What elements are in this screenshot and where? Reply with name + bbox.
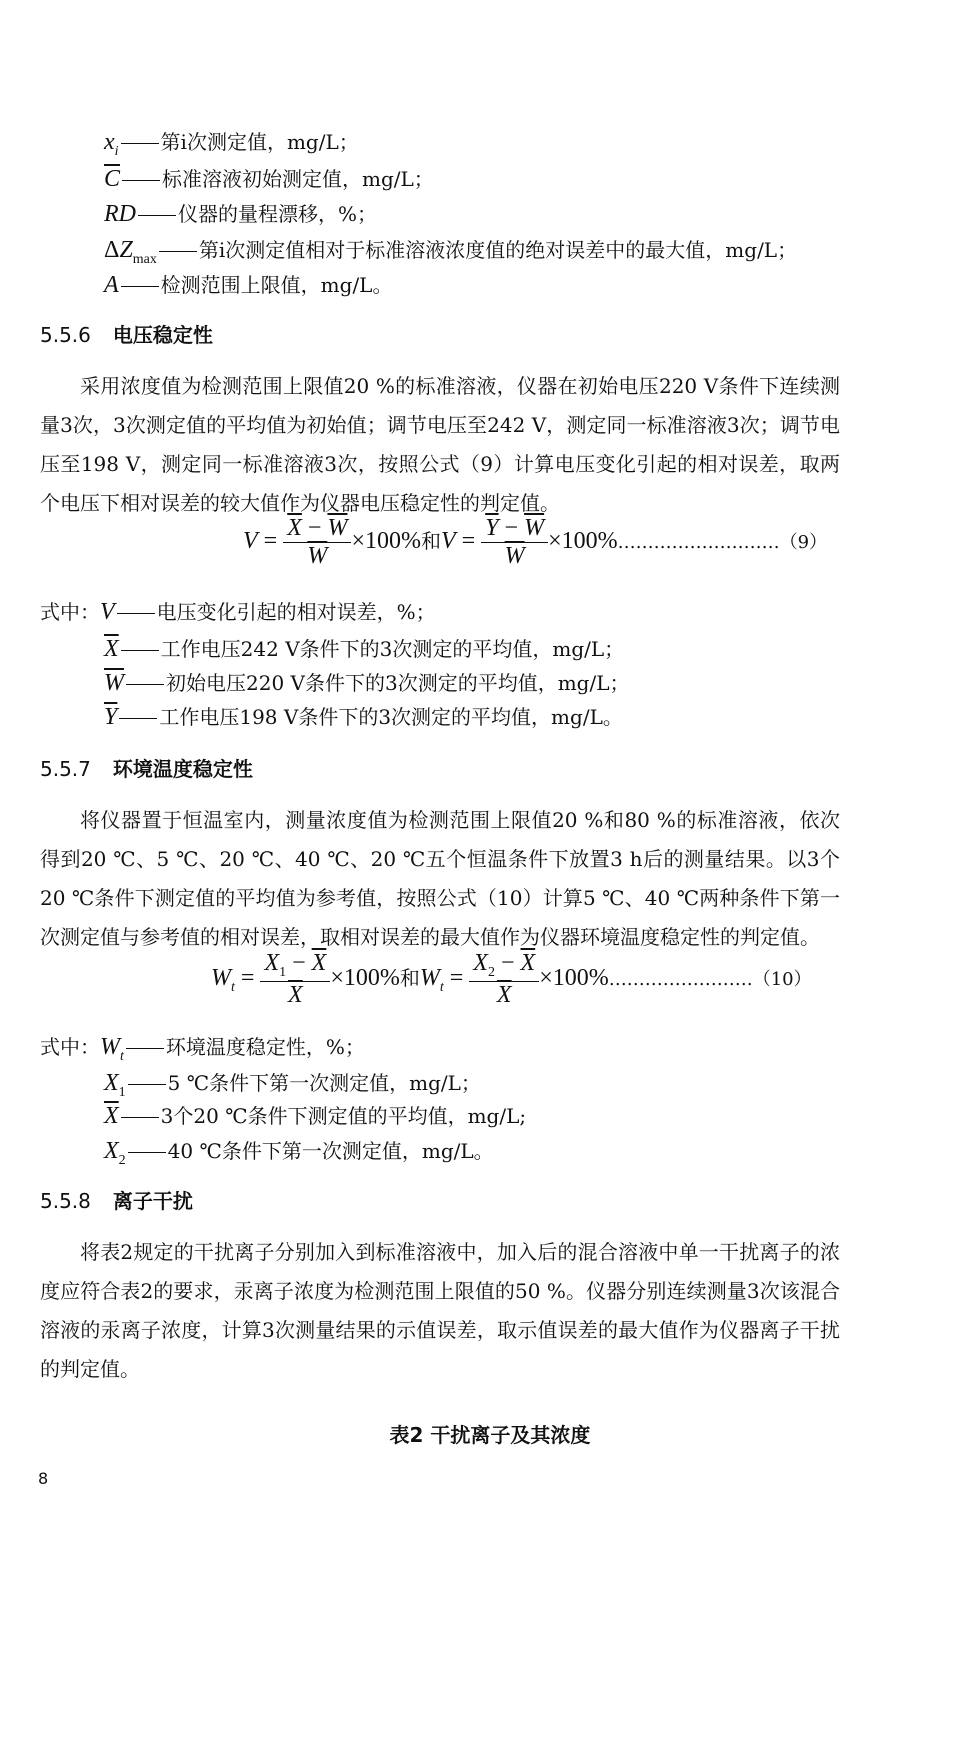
var-def-rd [104, 199, 377, 229]
var-def-xi [104, 127, 359, 167]
var-desc: 仪器的量程漂移，%； [178, 202, 378, 226]
where-v [40, 597, 436, 627]
em-dash [121, 286, 159, 287]
var-desc: 环境温度稳定性，%； [165, 1035, 365, 1059]
var-desc: 第i次测定值相对于标准溶液浓度值的绝对误差中的最大值，mg/L； [198, 238, 798, 262]
eq-dots: ……………………… [617, 532, 780, 554]
symbol-delta-zmax: $\Delta Z_{max}$ [104, 237, 157, 267]
symbol-x-bar: $\overline{X}$ [104, 1103, 119, 1129]
paragraph-558: 将表2规定的干扰离子分别加入到标准溶液中，加入后的混合溶液中单一干扰离子的浓度应符合表2的要求，汞离子浓度为检测范围上限值的50 %。仪器分别连续测量3次该混合溶液的汞离子浓度，计算3次测量结果的示值误差，取示值误差的最大值作为仪器离子干扰的判定值。 [40, 1240, 840, 1381]
symbol-w-bar: $\overline{W}$ [104, 670, 124, 696]
section-number: 5.5.7 [40, 757, 91, 781]
section-heading-558 [40, 1186, 193, 1216]
em-dash [138, 215, 176, 216]
where-label: 式中： [40, 1035, 100, 1059]
fraction: $\frac{X_2 - \overline{X}}{X}$ [469, 950, 539, 1009]
em-dash [126, 684, 164, 685]
var-desc: 检测范围上限值，mg/L。 [160, 273, 393, 297]
symbol-x-bar: $\overline{X}$ [104, 636, 119, 662]
symbol-a: A [104, 272, 119, 298]
symbol-y-bar: $\overline{Y}$ [104, 704, 118, 730]
var-desc: 3个20 ℃条件下测定值的平均值，mg/L; [160, 1104, 527, 1128]
var-desc: 标准溶液初始测定值，mg/L； [162, 167, 434, 191]
em-dash [121, 1117, 159, 1118]
page-number: 8 [38, 1469, 49, 1488]
where-label: 式中： [40, 600, 100, 624]
symbol-x2: $X_2$ [104, 1138, 126, 1168]
em-dash [126, 1048, 164, 1049]
em-dash [121, 650, 159, 651]
section-number: 5.5.8 [40, 1189, 91, 1213]
var-desc: 第i次测定值，mg/L； [160, 130, 359, 154]
where-w-bar [104, 668, 630, 698]
var-def-delta-z [104, 235, 797, 275]
table-caption: 表2 干扰离子及其浓度 [389, 1423, 591, 1447]
em-dash [117, 613, 155, 614]
em-dash [159, 251, 197, 252]
em-dash [121, 143, 159, 144]
equation-10: $W_t$ = $\frac{X_1 - \overline{X}}{X}$ ×100%和$W_t$ = $\frac{X_2 - \overline{X}}{X}$ ×100%……………………（10） [211, 950, 812, 1008]
var-desc: 40 ℃条件下第一次测定值，mg/L。 [167, 1139, 494, 1163]
where-wt [40, 1032, 365, 1072]
symbol-c-bar: $\overline{C}$ [104, 166, 121, 192]
symbol-rd: RD [104, 201, 136, 227]
em-dash [119, 718, 157, 719]
var-def-a [104, 270, 392, 300]
section-number: 5.5.6 [40, 323, 91, 347]
where-x-bar-2 [104, 1101, 526, 1131]
var-desc: 初始电压220 V条件下的3次测定的平均值，mg/L； [166, 671, 630, 695]
where-y-bar [104, 702, 623, 732]
eq-connector: 和 [399, 966, 420, 991]
em-dash [122, 180, 160, 181]
var-desc: 5 ℃条件下第一次测定值，mg/L； [167, 1071, 481, 1095]
fraction: $\frac{\overline{X} - \overline{W}}{W}$ [283, 515, 351, 570]
paragraph-557: 将仪器置于恒温室内，测量浓度值为检测范围上限值20 %和80 %的标准溶液，依次得到20 ℃、5 ℃、20 ℃、40 ℃、20 ℃五个恒温条件下放置3 h后的测量结果。以3个20 ℃条件下测定值的平均值为参考值，按照公式（10）计算5 ℃、40 ℃两种条件下第一次测定值与参考值的相对误差，取相对误差的最大值作为仪器环境温度稳定性的判定值。 [40, 808, 840, 949]
section-title: 电压稳定性 [112, 323, 213, 347]
section-title: 离子干扰 [112, 1189, 193, 1213]
paragraph-556: 采用浓度值为检测范围上限值20 %的标准溶液，仪器在初始电压220 V条件下连续测量3次，3次测定值的平均值为初始值；调节电压至242 V，测定同一标准溶液3次；调节电压至198 V，测定同一标准溶液3次，按照公式（9）计算电压变化引起的相对误差，取两个电压下相对误差的较大值作为仪器电压稳定性的判定值。 [40, 374, 840, 515]
section-heading-556 [40, 320, 213, 350]
section-heading-557 [40, 754, 253, 784]
var-desc: 电压变化引起的相对误差，%； [156, 600, 436, 624]
var-desc: 工作电压242 V条件下的3次测定的平均值，mg/L； [160, 637, 625, 661]
fraction: $\frac{\overline{Y} - \overline{W}}{W}$ [481, 515, 548, 570]
eq-number: （10） [752, 969, 812, 991]
symbol-x1: $X_1$ [104, 1070, 126, 1100]
var-def-c [104, 164, 434, 194]
where-x2 [104, 1136, 494, 1176]
em-dash [128, 1152, 166, 1153]
symbol-wt: $W_t$ [100, 1034, 124, 1064]
fraction: $\frac{X_1 - \overline{X}}{X}$ [260, 950, 330, 1009]
em-dash [128, 1084, 166, 1085]
symbol-xi: $x_i$ [104, 129, 119, 159]
eq-number: （9） [779, 532, 828, 554]
eq-connector: 和 [420, 529, 441, 554]
eq-dots: …………………… [608, 969, 753, 991]
section-title: 环境温度稳定性 [112, 757, 253, 781]
equation-9: V = $\frac{\overline{X} - \overline{W}}{W}$ ×100%和V = $\frac{\overline{Y} - \overline{W}}{W}$ ×100%………………………（9） [243, 515, 828, 569]
symbol-v: V [100, 599, 115, 625]
var-desc: 工作电压198 V条件下的3次测定的平均值，mg/L。 [159, 705, 623, 729]
where-x-bar [104, 634, 624, 664]
